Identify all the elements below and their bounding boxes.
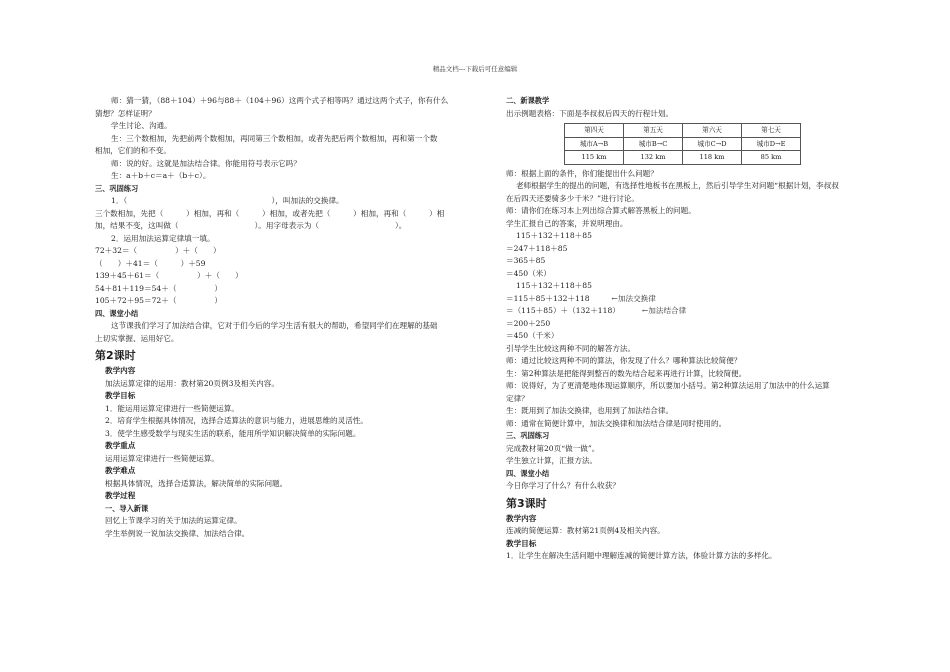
line-text: 相加，它们的和不变。: [95, 146, 171, 155]
text-line: [95, 208, 465, 221]
text-line: [506, 550, 858, 563]
text-line: [95, 515, 465, 528]
line-text: ＝247＋118＋85: [506, 243, 568, 253]
line-text: 师：说得好，为了更清楚地体现运算顺序，所以要加小括号。第2种算法运用了加法中的什么运算: [506, 381, 830, 390]
text-line: [95, 258, 465, 271]
line-text: 三、巩固练习: [95, 183, 139, 193]
line-text: 第3课时: [506, 496, 547, 510]
text-line: [506, 255, 858, 268]
line-text: 72＋32＝（ ）＋（ ）: [95, 246, 221, 255]
line-text: 这节课我们学习了加法结合律，它对于们今后的学习生活有很大的帮助，希望同学们在理解的基础: [111, 321, 438, 330]
subheading: [95, 440, 465, 453]
line-text: 1．（ ），叫加法的交换律。: [111, 196, 344, 205]
law-annotation: ←加法交换律: [611, 293, 656, 303]
text-line: [95, 528, 465, 541]
left-column: [95, 95, 465, 540]
subheading: [95, 365, 465, 378]
line-text: 115＋132＋118＋85: [516, 281, 592, 290]
line-text: 四、课堂小结: [506, 468, 550, 478]
text-line: [506, 108, 858, 121]
line-text: 生：三个数相加，先把前两个数相加，再同第三个数相加，或者先把后两个数相加，再和第一个数: [111, 133, 438, 143]
text-line: [506, 305, 858, 318]
line-text: 1．让学生在解决生活问题中理解连减的简便计算方法，体验计算方法的多样化。: [506, 551, 777, 560]
line-text: 回忆上节课学习的关于加法的运算定律。: [105, 516, 242, 525]
table-cell-day: 第四天: [565, 124, 624, 138]
text-line: [95, 108, 465, 121]
text-line: [506, 380, 858, 393]
text-line: [95, 378, 465, 391]
text-line: [95, 120, 465, 133]
line-text: 学生独立计算，汇报方法。: [506, 456, 598, 465]
text-line: [95, 403, 465, 416]
line-text: 学生举例说一说加法交换律、加法结合律。: [105, 528, 250, 538]
text-line: [506, 343, 858, 356]
line-text: （ ）＋41＝（ ）＋59: [95, 258, 206, 268]
line-text: ＝450（米）: [506, 268, 551, 278]
section-heading: [506, 430, 858, 443]
subheading: [506, 513, 858, 526]
text-line: [506, 268, 858, 281]
section-heading: [95, 503, 465, 516]
text-line: [95, 133, 465, 146]
text-line: [506, 393, 858, 406]
line-text: 运用运算定律进行一些简便运算。: [105, 453, 219, 463]
line-text: 师：通过比较这两种不同的算法，你发现了什么？哪种算法比较简便？: [506, 356, 742, 365]
line-text: 教学过程: [105, 491, 136, 500]
line-text: 在后四天还要骑多少千米？”进行讨论。: [506, 193, 639, 203]
text-line: [95, 195, 465, 208]
line-text: 教学目标: [105, 391, 136, 400]
line-text: 今日你学习了什么？有什么收获？: [506, 481, 620, 490]
table-cell-distance: 85 km: [742, 151, 801, 165]
line-text: 根据具体情况，选择合适算法，解决简单的实际问题。: [105, 478, 288, 488]
right-column: [506, 95, 858, 563]
lesson-heading: [95, 347, 465, 365]
line-text: 完成教材第20页“做一做”。: [506, 443, 600, 453]
line-text: 115＋132＋118＋85: [516, 231, 592, 240]
table-row-distances: [565, 151, 801, 165]
table-cell-distance: 132 km: [624, 151, 683, 165]
line-text: 第2课时: [95, 349, 136, 362]
right-top-section: [506, 95, 858, 120]
line-text: 老师根据学生的提出的问题，有选择性地板书在黑板上，然后引导学生对问题“根据计划，李叔叔: [516, 181, 839, 190]
line-text: 定律？: [506, 393, 529, 403]
line-text: 2．培育学生根据具体情况，选择合适算法的意识与能力，进展思维的灵活性。: [105, 416, 369, 425]
text-line: [506, 280, 858, 293]
line-text: 105＋72＋95＝72＋（ ）: [95, 296, 223, 305]
text-line: [95, 170, 465, 183]
text-line: [95, 220, 465, 233]
line-text: 生：a＋b＋c＝a＋（b＋c）。: [111, 171, 211, 180]
text-line: [506, 443, 858, 456]
line-text: 猜想？怎样证明？: [95, 108, 156, 118]
text-line: [506, 455, 858, 468]
table-cell-distance: 115 km: [565, 151, 624, 165]
text-line: [506, 180, 858, 193]
subheading: [95, 490, 465, 503]
law-annotation: ←加法结合律: [641, 306, 687, 315]
text-line: [95, 233, 465, 246]
text-line: [506, 418, 858, 431]
table-cell-day: 第七天: [742, 124, 801, 138]
table-cell-route: 城市B→C: [624, 137, 683, 151]
line-text: 师：请你们在练习本上列出综合算式解答黑板上的问题。: [506, 206, 696, 215]
table-cell-day: 第五天: [624, 124, 683, 138]
line-text: 3．使学生感受数学与现实生活的联系，能用所学知识解决简单的实际问题。: [105, 428, 361, 438]
line-text: 一、导入新课: [105, 503, 149, 513]
line-text: 连减的简便运算：教材第21页例4及相关内容。: [506, 526, 665, 535]
line-text: 三个数相加，先把（ ）相加，再和（ ）相加，或者先把（ ）相加，再和（ ）相: [95, 208, 445, 218]
section-heading: [95, 183, 465, 196]
text-line: [506, 168, 858, 181]
table-cell-route: 城市D→E: [742, 137, 801, 151]
text-line: [95, 145, 465, 158]
text-line: [95, 333, 465, 346]
text-line: [506, 368, 858, 381]
text-line: [95, 295, 465, 308]
line-text: 引导学生比较这两种不同的解答方法。: [506, 343, 636, 353]
line-text: ＝（115＋85）＋（132＋118）: [506, 306, 620, 315]
line-text: 上切实掌握、运用好它。: [95, 333, 179, 343]
line-text: ＝200＋250: [506, 318, 551, 328]
line-text: ＝115＋85＋132＋118: [506, 293, 590, 303]
text-line: [506, 318, 858, 331]
text-line: [506, 205, 858, 218]
table-row-days: [565, 124, 801, 138]
line-text: 师：根据上面的条件，你们能提出什么问题？: [506, 168, 658, 178]
right-bottom-section: [506, 168, 858, 563]
line-text: 教学难点: [105, 466, 136, 475]
text-line: [506, 480, 858, 493]
line-text: 师：猜一猜，（88＋104）＋96与88＋（104＋96）这两个式子相等吗？通过这两个式子，你有什么: [111, 96, 449, 105]
line-text: ＝365＋85: [506, 256, 546, 265]
trip-plan-table: [564, 123, 801, 165]
table-row-routes: [565, 137, 801, 151]
text-line: [95, 428, 465, 441]
line-text: 2．运用加法运算定律填一填。: [111, 233, 215, 243]
text-line: [95, 453, 465, 466]
line-text: 四、课堂小结: [95, 308, 139, 318]
section-heading: [506, 95, 858, 108]
section-heading: [95, 308, 465, 321]
section-heading: [506, 468, 858, 481]
table-cell-route: 城市C→D: [683, 137, 742, 151]
table-cell-route: 城市A→B: [565, 137, 624, 151]
text-line: [506, 230, 858, 243]
line-text: 学生汇报自己的答案，并说明理由。: [506, 218, 628, 228]
text-line: [506, 405, 858, 418]
text-line: [95, 415, 465, 428]
text-line: [95, 478, 465, 491]
line-text: 师：说的好。这就是加法结合律。你能用符号表示它吗？: [111, 158, 301, 168]
line-text: 出示例题表格：下面是李叔叔后四天的行程计划。: [506, 108, 674, 118]
lesson-heading: [506, 495, 858, 513]
line-text: 教学重点: [105, 441, 136, 450]
text-line: [95, 245, 465, 258]
line-text: 139＋45＋61＝（ ）＋（ ）: [95, 271, 243, 280]
text-line: [506, 293, 858, 306]
text-line: [95, 95, 465, 108]
subheading: [95, 390, 465, 403]
text-line: [506, 193, 858, 206]
line-text: 54＋81＋119＝54＋（ ）: [95, 283, 223, 293]
subheading: [506, 538, 858, 551]
text-line: [506, 243, 858, 256]
line-text: 教学目标: [506, 538, 537, 548]
text-line: [506, 218, 858, 231]
line-text: ＝450（千米）: [506, 331, 559, 340]
line-text: 二、新课教学: [506, 96, 550, 105]
text-line: [95, 158, 465, 171]
text-line: [95, 270, 465, 283]
line-text: 师：通常在简便计算中，加法交换律和加法结合律是同时使用的。: [506, 418, 727, 428]
line-text: 加法运算定律的运用：教材第20页例3及相关内容。: [105, 378, 279, 388]
line-text: 教学内容: [105, 366, 136, 375]
text-line: [506, 525, 858, 538]
line-text: 生：既用到了加法交换律，也用到了加法结合律。: [506, 406, 674, 415]
line-text: 1．能运用运算定律进行一些简便运算。: [105, 403, 239, 413]
text-line: [95, 283, 465, 296]
page-header: 精品文档---下载后可任意编辑: [432, 65, 518, 73]
text-line: [506, 355, 858, 368]
text-line: [95, 320, 465, 333]
line-text: 生：第2种算法是把能得到整百的数先结合起来再进行计算，比较简便。: [506, 368, 747, 378]
line-text: 三、巩固练习: [506, 431, 550, 440]
subheading: [95, 465, 465, 478]
text-line: [506, 330, 858, 343]
line-text: 教学内容: [506, 513, 537, 523]
table-cell-day: 第六天: [683, 124, 742, 138]
table-cell-distance: 118 km: [683, 151, 742, 165]
line-text: 加，结果不变，这叫做（ ）。用字母表示为（ ）。: [95, 221, 407, 230]
line-text: 学生讨论、沟通。: [111, 121, 172, 130]
